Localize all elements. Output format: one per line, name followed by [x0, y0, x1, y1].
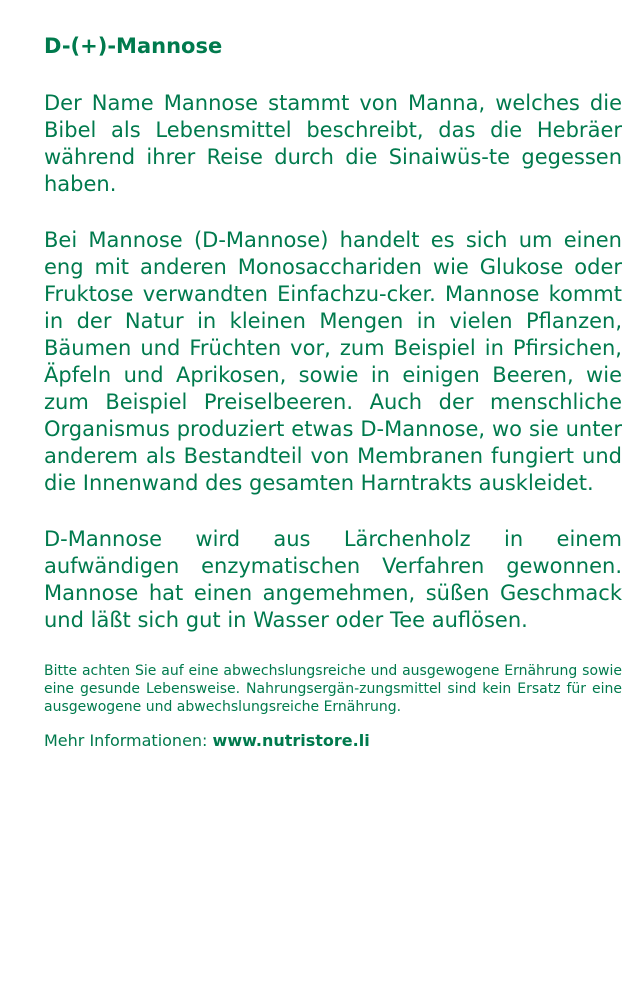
- paragraph-production: D-Mannose wird aus Lärchenholz in einem aufwändigen enzymatischen Verfahren gewonnen. Mannose hat einen angemehmen, süßen Geschmack und läßt sich gut in Wasser oder Tee auflösen.: [44, 527, 622, 632]
- disclaimer-note: Bitte achten Sie auf eine abwechslungsreiche und ausgewogene Ernährung sowie eine gesunde Lebensweise. Nahrungsergän-zungsmittel sind kein Ersatz für eine ausgewogene und abwechslungsreiche Ernährung.: [44, 663, 622, 715]
- website-link[interactable]: www.nutristore.li: [212, 731, 370, 750]
- footer-info: [44, 730, 622, 752]
- paragraph-description: Bei Mannose (D-Mannose) handelt es sich um einen eng mit anderen Monosacchariden wie Glukose oder Fruktose verwandten Einfachzu-cker. Mannose kommt in der Natur in kleinen Mengen in vielen Pflanzen, Bäumen und Früchten vor, zum Beispiel in Pfirsichen, Äpfeln und Aprikosen, sowie in einigen Beeren, wie zum Beispiel Preiselbeeren. Auch der menschliche Organismus produziert etwas D-Mannose, wo sie unter anderem als Bestandteil von Membranen fungiert und die Innenwand des gesamten Harntrakts auskleidet.: [44, 228, 622, 495]
- page-title: D-(+)-Mannose: [44, 34, 223, 58]
- paragraph-origin: Der Name Mannose stammt von Manna, welches die Bibel als Lebensmittel beschreibt, das die Hebräer während ihrer Reise durch die Sinaiwüs-te gegessen haben.: [44, 91, 622, 196]
- footer-label: Mehr Informationen:: [44, 731, 208, 750]
